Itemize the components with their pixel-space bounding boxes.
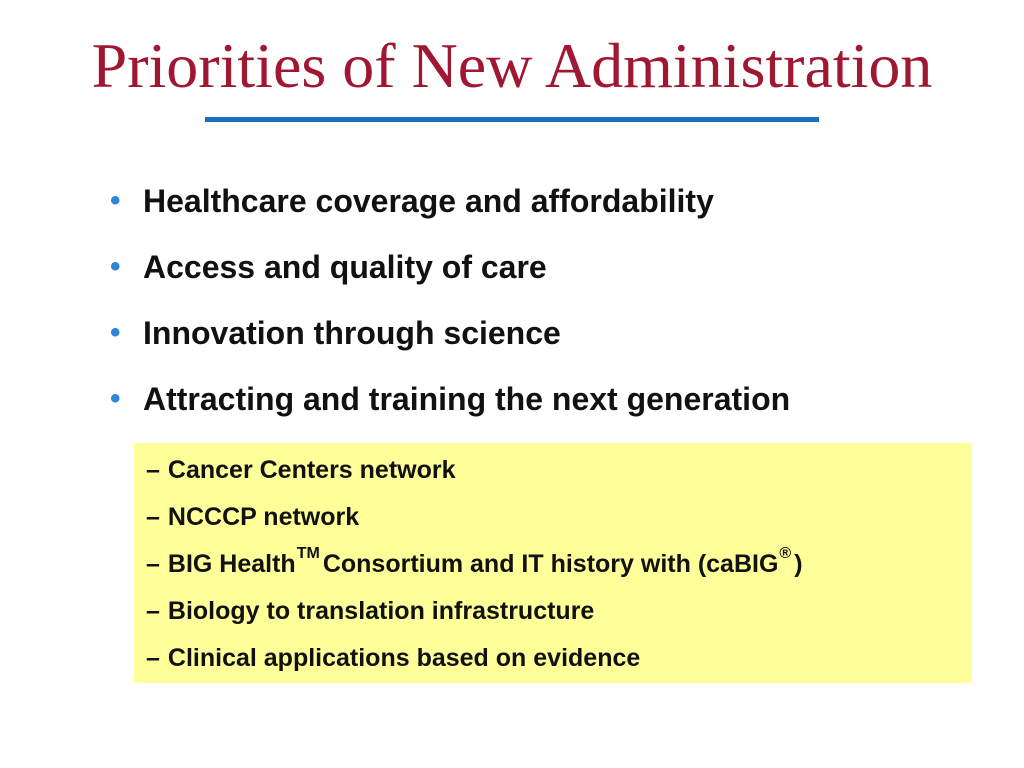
sub-bullet-item [146,588,803,635]
dash-marker: – [146,644,160,672]
bullet-item [110,300,790,366]
title-underline [205,117,819,122]
sub-bullet-item [146,541,803,588]
bullet-text: Attracting and training the next generation [143,380,791,417]
bullet-dot-icon: • [110,250,121,283]
sub-bullet-text: NCCCP network [167,503,360,531]
sub-bullet-item [146,635,803,682]
sub-bullet-item [146,447,803,494]
sub-bullet-text: BIG Health [167,550,296,578]
bullet-item [110,168,790,234]
dash-marker: – [146,597,160,625]
bullet-text: Innovation through science [143,314,561,351]
dash-marker: – [146,456,160,484]
sub-bullet-text: Clinical applications based on evidence [167,644,641,672]
sub-bullet-text: Cancer Centers network [167,456,456,484]
bullet-item [110,234,790,300]
slide-title: Priorities of New Administration [91,30,933,101]
sub-bullet-item [146,494,803,541]
highlight-box [134,443,972,683]
trademark-superscript: TM [296,544,320,562]
dash-marker: – [146,503,160,531]
bullet-dot-icon: • [110,316,121,349]
bullet-dot-icon: • [110,382,121,415]
sub-bullet-text: Consortium and IT history with (caBIG [322,550,779,578]
sub-bullet-list [146,447,803,682]
bullet-dot-icon: • [110,184,121,217]
bullet-item [110,366,790,432]
sub-bullet-text: Biology to translation infrastructure [167,597,595,625]
dash-marker: – [146,550,160,578]
bullet-text: Healthcare coverage and affordability [143,182,714,219]
registered-superscript: ® [779,544,792,562]
sub-bullet-text: ) [794,550,803,578]
bullet-list [110,168,790,432]
bullet-text: Access and quality of care [143,248,547,285]
